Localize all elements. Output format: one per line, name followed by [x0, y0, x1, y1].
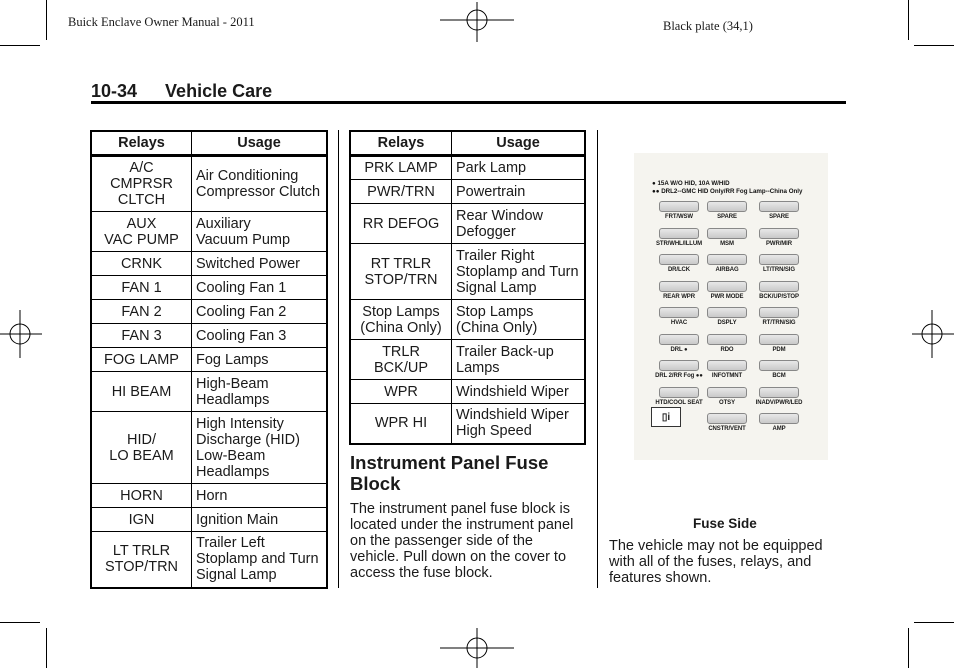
fuse-label: AIRBAG — [715, 267, 739, 273]
fuse-slot — [754, 201, 804, 220]
fuse-slot — [654, 360, 704, 379]
fuse-slot — [702, 201, 752, 220]
fuse-slot-shape — [707, 387, 747, 398]
relay-cell: WPR — [350, 380, 452, 404]
fuse-label: BCK/UP/STOP — [759, 293, 799, 300]
table-row — [350, 404, 585, 444]
relay-cell: FAN 1 — [91, 276, 192, 300]
table-row — [91, 348, 327, 372]
table-row — [91, 484, 327, 508]
fuse-slot-shape — [659, 360, 699, 371]
usage-cell: Cooling Fan 2 — [192, 300, 328, 324]
crop-mark — [914, 622, 954, 623]
relay-cell: FAN 2 — [91, 300, 192, 324]
fuse-label: CNSTR/VENT — [708, 426, 746, 432]
table-row — [91, 532, 327, 588]
usage-cell: Powertrain — [452, 180, 586, 204]
usage-cell: Park Lamp — [452, 156, 586, 180]
column-divider — [338, 130, 339, 588]
fuse-slot — [702, 387, 752, 406]
relay-cell: WPR HI — [350, 404, 452, 444]
relay-cell: IGN — [91, 508, 192, 532]
relay-cell: HID/ LO BEAM — [91, 412, 192, 484]
fuse-note-1: ● 15A W/O HID, 10A W/HID — [652, 180, 730, 187]
relay-cell: HI BEAM — [91, 372, 192, 412]
fuse-label: DRL ● — [670, 346, 688, 353]
fuse-slot — [754, 281, 804, 300]
fuse-slot — [702, 307, 752, 326]
fuse-slot-shape — [759, 360, 799, 371]
usage-cell: Rear Window Defogger — [452, 204, 586, 244]
plate-info-left: Buick Enclave Owner Manual - 2011 — [68, 15, 255, 29]
crop-mark — [0, 622, 40, 623]
table-row — [91, 324, 327, 348]
registration-target-top — [440, 2, 514, 42]
relay-cell: AUX VAC PUMP — [91, 212, 192, 252]
fuse-slot — [702, 254, 752, 273]
usage-cell: Ignition Main — [192, 508, 328, 532]
crop-mark — [0, 45, 40, 46]
usage-cell: Trailer Back-up Lamps — [452, 340, 586, 380]
column-header-relays: Relays — [91, 131, 192, 156]
fuse-slot — [754, 334, 804, 353]
fuse-slot-shape — [707, 334, 747, 345]
usage-cell: High-Beam Headlamps — [192, 372, 328, 412]
crop-mark — [908, 0, 909, 40]
table-row — [350, 300, 585, 340]
crop-mark — [908, 628, 909, 668]
fuse-slot-shape — [759, 387, 799, 398]
fuse-slot-shape — [759, 201, 799, 212]
fuse-note-2: ●● DRL2--GMC HID Only/RR Fog Lamp--China Only — [652, 188, 803, 195]
fuse-slot-shape — [707, 307, 747, 318]
fuse-slot-shape — [659, 228, 699, 239]
table-row — [91, 156, 327, 212]
fuse-slot-shape — [707, 281, 747, 292]
fuse-slot-shape — [659, 307, 699, 318]
fuse-slot-shape — [707, 201, 747, 212]
fuse-slot-shape — [659, 201, 699, 212]
fuse-label: OTSY — [719, 399, 735, 406]
column-header-relays: Relays — [350, 131, 452, 156]
usage-cell: Cooling Fan 1 — [192, 276, 328, 300]
relay-cell: PWR/TRN — [350, 180, 452, 204]
usage-cell: Horn — [192, 484, 328, 508]
fuse-label: REAR WPR — [663, 293, 695, 300]
relays-table-left — [90, 130, 328, 589]
table-row — [350, 180, 585, 204]
fuse-slot — [654, 228, 704, 247]
fuse-block-diagram — [634, 153, 828, 460]
column-divider — [597, 130, 598, 588]
fuse-label: LT/TRN/SIG — [763, 267, 795, 273]
table-row — [91, 212, 327, 252]
table-row — [91, 372, 327, 412]
fuse-label: FRT/WSW — [665, 214, 693, 220]
table-row — [91, 276, 327, 300]
fuse-label: PWR MODE — [710, 293, 744, 300]
usage-cell: Stop Lamps (China Only) — [452, 300, 586, 340]
usage-cell: High Intensity Discharge (HID) Low-Beam Headlamps — [192, 412, 328, 484]
usage-cell: Trailer Right Stoplamp and Turn Signal Lamp — [452, 244, 586, 300]
relay-cell: RT TRLR STOP/TRN — [350, 244, 452, 300]
fuse-slot-shape — [707, 228, 747, 239]
usage-cell: Trailer Left Stoplamp and Turn Signal Lamp — [192, 532, 328, 588]
figure-caption: Fuse Side — [693, 516, 757, 531]
table-row — [91, 412, 327, 484]
fuse-label: SPARE — [717, 214, 737, 220]
relay-cell: TRLR BCK/UP — [350, 340, 452, 380]
fuse-label: DR/LCK — [667, 267, 691, 273]
figure-description: The vehicle may not be equipped with all of the fuses, relays, and features shown. — [609, 538, 823, 586]
crop-mark — [46, 0, 47, 40]
fuse-label: RT/TRN/SIG — [762, 320, 796, 326]
usage-cell: Windshield Wiper — [452, 380, 586, 404]
section-body-text: The instrument panel fuse block is located under the instrument panel on the passenger side of the vehicle. Pull down on the cover to access the fuse block. — [350, 501, 574, 581]
fuse-slot — [702, 413, 752, 432]
table-row — [91, 508, 327, 532]
fuse-slot-shape — [759, 334, 799, 345]
fuse-slot — [754, 254, 804, 273]
relay-cell: HORN — [91, 484, 192, 508]
column-header-usage: Usage — [192, 131, 328, 156]
relay-cell: FOG LAMP — [91, 348, 192, 372]
fuse-label: HTD/COOL SEAT — [655, 399, 703, 406]
fuse-label: MSM — [720, 240, 734, 247]
relays-table-middle — [349, 130, 586, 445]
fuse-slot — [702, 228, 752, 247]
table-row — [91, 300, 327, 324]
fuse-label: AMP — [772, 426, 786, 432]
fuse-slot — [654, 307, 704, 326]
registration-target-bottom — [440, 628, 514, 668]
fuse-slot — [702, 281, 752, 300]
fuse-label: INFOTMNT — [711, 373, 743, 379]
fuse-slot — [702, 360, 752, 379]
fuse-slot-shape — [659, 254, 699, 265]
header-rule — [91, 101, 846, 104]
fuse-label: STR/WHL/ILLUM — [655, 240, 703, 247]
fuse-label: RDO — [720, 346, 734, 353]
fuse-slot — [654, 201, 704, 220]
fuse-slot — [754, 413, 804, 432]
usage-cell: Air Conditioning Compressor Clutch — [192, 156, 328, 212]
registration-target-right — [912, 310, 954, 358]
crop-mark — [46, 628, 47, 668]
fuse-slot-shape — [759, 228, 799, 239]
table-row — [350, 244, 585, 300]
fuse-label: DSPLY — [717, 320, 737, 326]
fuse-label: INADV/PWR/LED — [755, 399, 803, 406]
section-name: Vehicle Care — [165, 81, 273, 101]
relay-cell: CRNK — [91, 252, 192, 276]
owner-manual-book-icon: ▯i — [651, 407, 681, 427]
fuse-slot — [754, 360, 804, 379]
relays-table-left-body — [91, 156, 327, 588]
fuse-label: PWR/MIR — [766, 240, 792, 247]
fuse-slot — [754, 228, 804, 247]
fuse-slot-shape — [659, 387, 699, 398]
fuse-slot-shape — [659, 334, 699, 345]
fuse-slot — [754, 387, 804, 406]
table-row — [350, 156, 585, 180]
usage-cell: Switched Power — [192, 252, 328, 276]
crop-mark — [914, 45, 954, 46]
page-header — [91, 81, 272, 102]
column-header-usage: Usage — [452, 131, 586, 156]
usage-cell: Cooling Fan 3 — [192, 324, 328, 348]
fuse-label: SPARE — [769, 214, 789, 220]
relay-cell: Stop Lamps (China Only) — [350, 300, 452, 340]
relay-cell: A/C CMPRSR CLTCH — [91, 156, 192, 212]
fuse-label: HVAC — [670, 320, 688, 326]
fuse-slot-shape — [659, 281, 699, 292]
table-row — [350, 204, 585, 244]
fuse-label: BCM — [772, 373, 786, 379]
fuse-slot — [702, 334, 752, 353]
section-title: Instrument Panel Fuse Block — [350, 452, 549, 494]
registration-target-left — [0, 310, 42, 358]
fuse-slot-shape — [759, 254, 799, 265]
relay-cell: FAN 3 — [91, 324, 192, 348]
table-row — [91, 252, 327, 276]
fuse-slot — [654, 334, 704, 353]
fuse-slot-shape — [759, 307, 799, 318]
usage-cell: Windshield Wiper High Speed — [452, 404, 586, 444]
fuse-slot — [654, 387, 704, 406]
fuse-label: DRL 2/RR Fog ●● — [655, 373, 703, 379]
fuse-slot — [654, 281, 704, 300]
table-row — [350, 340, 585, 380]
relay-cell: RR DEFOG — [350, 204, 452, 244]
fuse-slot-shape — [759, 281, 799, 292]
usage-cell: Auxiliary Vacuum Pump — [192, 212, 328, 252]
fuse-slot — [754, 307, 804, 326]
fuse-slot-shape — [759, 413, 799, 424]
table-row — [350, 380, 585, 404]
fuse-slot-shape — [707, 254, 747, 265]
fuse-slot-shape — [707, 413, 747, 424]
relays-table-middle-body — [350, 156, 585, 444]
plate-info-right: Black plate (34,1) — [663, 19, 753, 33]
relay-cell: PRK LAMP — [350, 156, 452, 180]
fuse-slot — [654, 254, 704, 273]
page-number: 10-34 — [91, 81, 138, 101]
usage-cell: Fog Lamps — [192, 348, 328, 372]
relay-cell: LT TRLR STOP/TRN — [91, 532, 192, 588]
fuse-slot-shape — [707, 360, 747, 371]
fuse-label: PDM — [772, 346, 786, 353]
